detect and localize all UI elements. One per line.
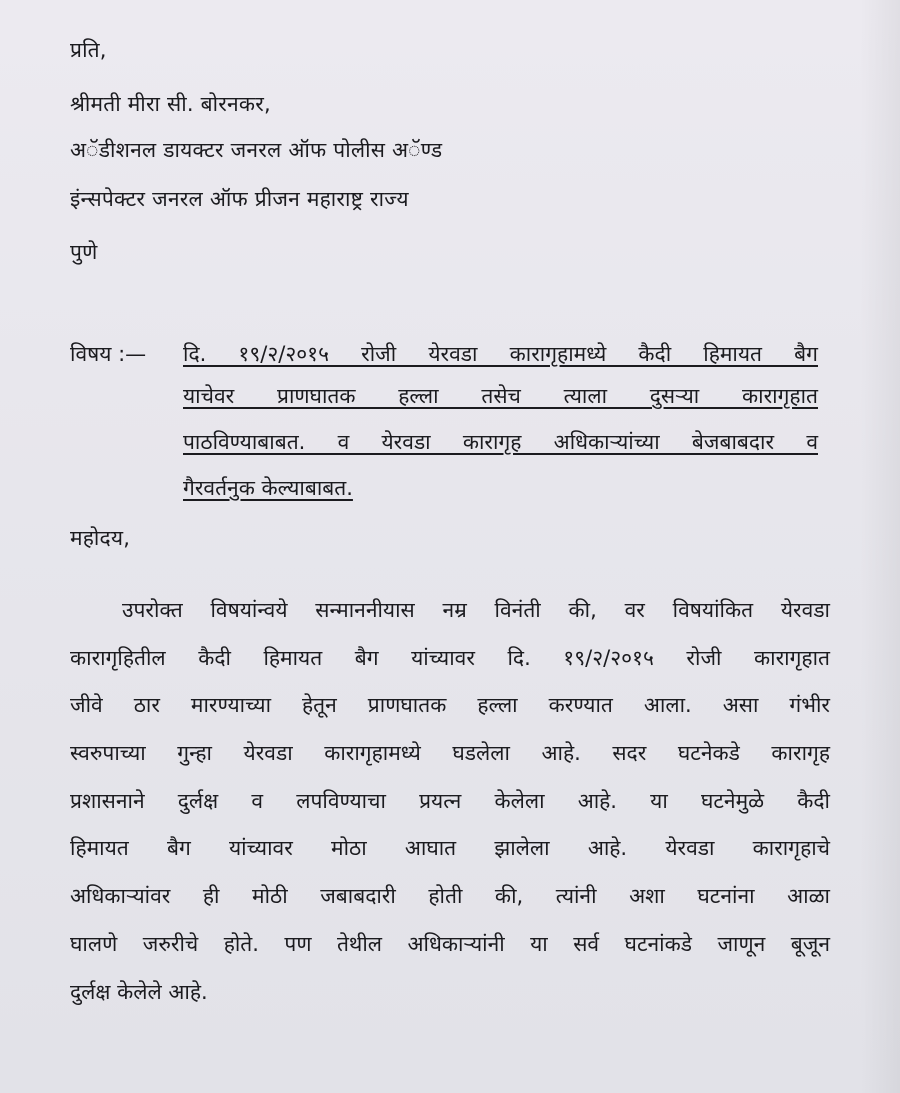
- page-edge-shadow: [860, 0, 900, 1093]
- body-line: घालणे जरुरीचे होते. पण तेथील अधिकाऱ्यांनी या सर्व घटनांकडे जाणून बूजून: [70, 932, 830, 956]
- body-line: कारागृहितील कैदी हिमायत बैग यांच्यावर दि. १९/२/२०१५ रोजी कारागृहात: [70, 646, 830, 670]
- body-line: उपरोक्त विषयांन्वये सन्माननीयास नम्र विनंती की, वर विषयांकित येरवडा: [122, 598, 830, 622]
- recipient-city: पुणे: [70, 240, 98, 264]
- recipient-designation-line-1: अॅडीशनल डायक्टर जनरल ऑफ पोलीस अॅण्ड: [70, 138, 443, 162]
- body-line: दुर्लक्ष केलेले आहे.: [70, 980, 208, 1004]
- body-line: हिमायत बैग यांच्यावर मोठा आघात झालेला आहे. येरवडा कारागृहाचे: [70, 836, 830, 860]
- body-line: जीवे ठार मारण्याच्या हेतून प्राणघातक हल्ला करण्यात आला. असा गंभीर: [70, 693, 830, 717]
- recipient-name: श्रीमती मीरा सी. बोरनकर,: [70, 92, 271, 116]
- subject-label: विषय :—: [70, 342, 147, 366]
- address-to: प्रति,: [70, 38, 107, 62]
- body-line: अधिकाऱ्यांवर ही मोठी जबाबदारी होती की, त्यांनी अशा घटनांना आळा: [70, 884, 830, 908]
- salutation: महोदय,: [70, 526, 131, 550]
- subject-line: दि. १९/२/२०१५ रोजी येरवडा कारागृहामध्ये कैदी हिमायत बैग: [183, 342, 818, 366]
- body-line: प्रशासनाने दुर्लक्ष व लपविण्याचा प्रयत्न केलेला आहे. या घटनेमुळे कैदी: [70, 789, 830, 813]
- recipient-designation-line-2: इंन्सपेक्टर जनरल ऑफ प्रीजन महाराष्ट्र राज्य: [70, 187, 409, 211]
- body-line: स्वरुपाच्या गुन्हा येरवडा कारागृहामध्ये घडलेला आहे. सदर घटनेकडे कारागृह: [70, 741, 830, 765]
- subject-line: पाठविण्याबाबत. व येरवडा कारागृह अधिकाऱ्यांच्या बेजबाबदार व: [183, 430, 818, 454]
- subject-line: याचेवर प्राणघातक हल्ला तसेच त्याला दुसऱ्या कारागृहात: [183, 384, 818, 408]
- subject-line: गैरवर्तनुक केल्याबाबत.: [183, 476, 353, 500]
